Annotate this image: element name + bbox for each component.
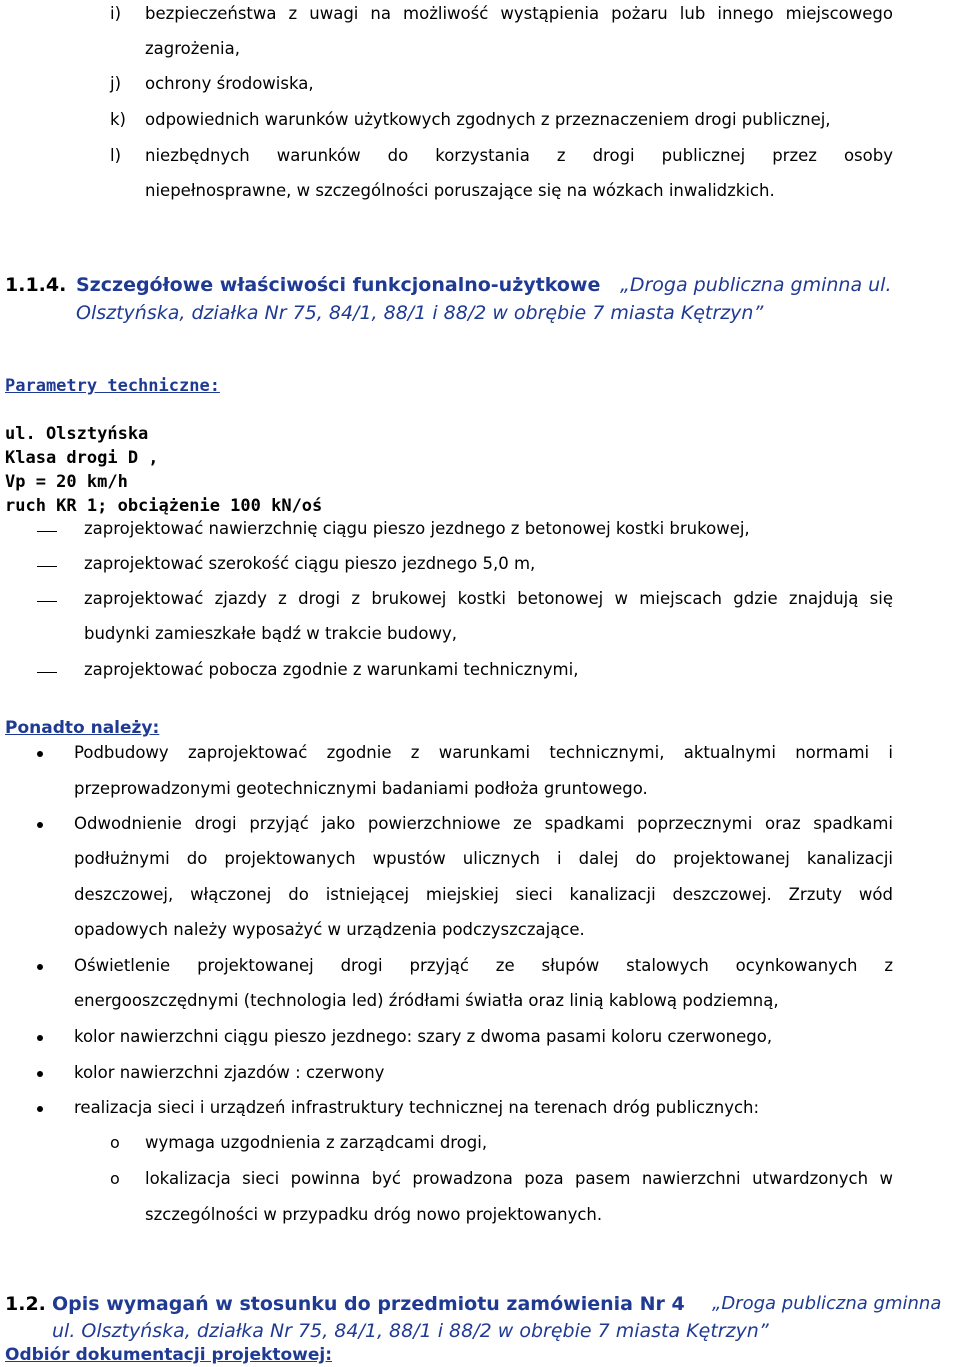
footer-heading: Odbiór dokumentacji projektowej:: [5, 1345, 333, 1365]
list-text: ochrony środowiska,: [145, 74, 314, 93]
bullet-text-cont: energooszczędnymi (technologia led) źródłami światła oraz linią kablową podziemną,: [74, 991, 779, 1010]
list-text: bezpieczeństwa z uwagi na możliwość wystąpienia pożaru lub innego miejscowego: [145, 4, 893, 23]
list-marker: k): [110, 110, 126, 129]
dash-marker: [37, 531, 57, 532]
bullet: [37, 751, 43, 757]
dash-item: zaprojektować pobocza zgodnie z warunkami technicznymi,: [84, 660, 579, 679]
dash-item: zaprojektować nawierzchnię ciągu pieszo jezdnego z betonowej kostki brukowej,: [84, 519, 750, 538]
sub-bullet-text: wymaga uzgodnienia z zarządcami drogi,: [145, 1133, 488, 1152]
sub-bullet-text-cont: szczególności w przypadku dróg nowo projektowanych.: [145, 1205, 603, 1224]
dash-marker: [37, 601, 57, 602]
section-number: 1.2.: [5, 1293, 46, 1315]
dash-item: zaprojektować szerokość ciągu pieszo jezdnego 5,0 m,: [84, 554, 536, 573]
dash-item-cont: budynki zamieszkałe bądź w trakcie budowy,: [84, 624, 457, 643]
section-title-italic-cont: ul. Olsztyńska, działka Nr 75, 84/1, 88/1 i 88/2 w obrębie 7 miasta Kętrzyn”: [52, 1320, 769, 1342]
section-title: Opis wymagań w stosunku do przedmiotu zamówienia Nr 4: [52, 1293, 685, 1315]
params-heading: Parametry techniczne:: [5, 376, 220, 396]
param-speed: Vp = 20 km/h: [5, 472, 128, 492]
bullet-text: Oświetlenie projektowanej drogi przyjąć ze słupów stalowych ocynkowanych z: [74, 956, 893, 975]
param-traffic: ruch KR 1; obciążenie 100 kN/oś: [5, 496, 323, 516]
bullet-text-cont: podłużnymi do projektowanych wpustów ulicznych i dalej do projektowanej kanalizacji: [74, 849, 893, 868]
section-title-italic: „Droga publiczna gminna ul.: [620, 274, 892, 296]
bullet-text: kolor nawierzchni ciągu pieszo jezdnego: szary z dwoma pasami koloru czerwonego,: [74, 1027, 773, 1046]
list-text: odpowiednich warunków użytkowych zgodnych z przeznaczeniem drogi publicznej,: [145, 110, 831, 129]
dash-marker: [37, 566, 57, 567]
bullet: [37, 822, 43, 828]
bullet: [37, 1071, 43, 1077]
list-marker: i): [110, 4, 122, 23]
bullet: [37, 1106, 43, 1112]
bullet-text-cont: opadowych należy wyposażyć w urządzenia podczyszczające.: [74, 920, 585, 939]
bullet-text: Odwodnienie drogi przyjąć jako powierzchniowe ze spadkami poprzecznymi oraz spadkami: [74, 814, 893, 833]
section-title: Szczegółowe właściwości funkcjonalno-użytkowe: [76, 274, 601, 296]
sub-bullet-marker: o: [110, 1133, 120, 1152]
moreover-heading: Ponadto należy:: [5, 718, 160, 738]
list-marker: l): [110, 146, 122, 165]
bullet-text-cont: deszczowej, włączonej do istniejącej miejskiej sieci kanalizacji deszczowej. Zrzuty wód: [74, 885, 893, 904]
bullet-text: realizacja sieci i urządzeń infrastruktury technicznej na terenach dróg publicznych:: [74, 1098, 760, 1117]
list-text-cont: zagrożenia,: [145, 39, 240, 58]
bullet: [37, 964, 43, 970]
section-title-italic-cont: Olsztyńska, działka Nr 75, 84/1, 88/1 i 88/2 w obrębie 7 miasta Kętrzyn”: [76, 302, 764, 324]
bullet-text-cont: przeprowadzonymi geotechnicznymi badaniami podłoża gruntowego.: [74, 779, 648, 798]
section-number: 1.1.4.: [5, 274, 67, 296]
sub-bullet-text: lokalizacja sieci powinna być prowadzona poza pasem nawierzchni utwardzonych w: [145, 1169, 893, 1188]
bullet-text: Podbudowy zaprojektować zgodnie z warunkami technicznymi, aktualnymi normami i: [74, 743, 893, 762]
list-text: niezbędnych warunków do korzystania z drogi publicznej przez osoby: [145, 146, 893, 165]
list-text-cont: niepełnosprawne, w szczególności poruszające się na wózkach inwalidzkich.: [145, 181, 775, 200]
dash-marker: [37, 672, 57, 673]
sub-bullet-marker: o: [110, 1169, 120, 1188]
section-title-italic: „Droga publiczna gminna: [712, 1293, 942, 1314]
bullet-text: kolor nawierzchni zjazdów : czerwony: [74, 1063, 385, 1082]
bullet: [37, 1035, 43, 1041]
param-road-class: Klasa drogi D ,: [5, 448, 159, 468]
list-marker: j): [110, 74, 122, 93]
dash-item: zaprojektować zjazdy z drogi z brukowej kostki betonowej w miejscach gdzie znajdują się: [84, 589, 893, 608]
param-street: ul. Olsztyńska: [5, 424, 149, 444]
